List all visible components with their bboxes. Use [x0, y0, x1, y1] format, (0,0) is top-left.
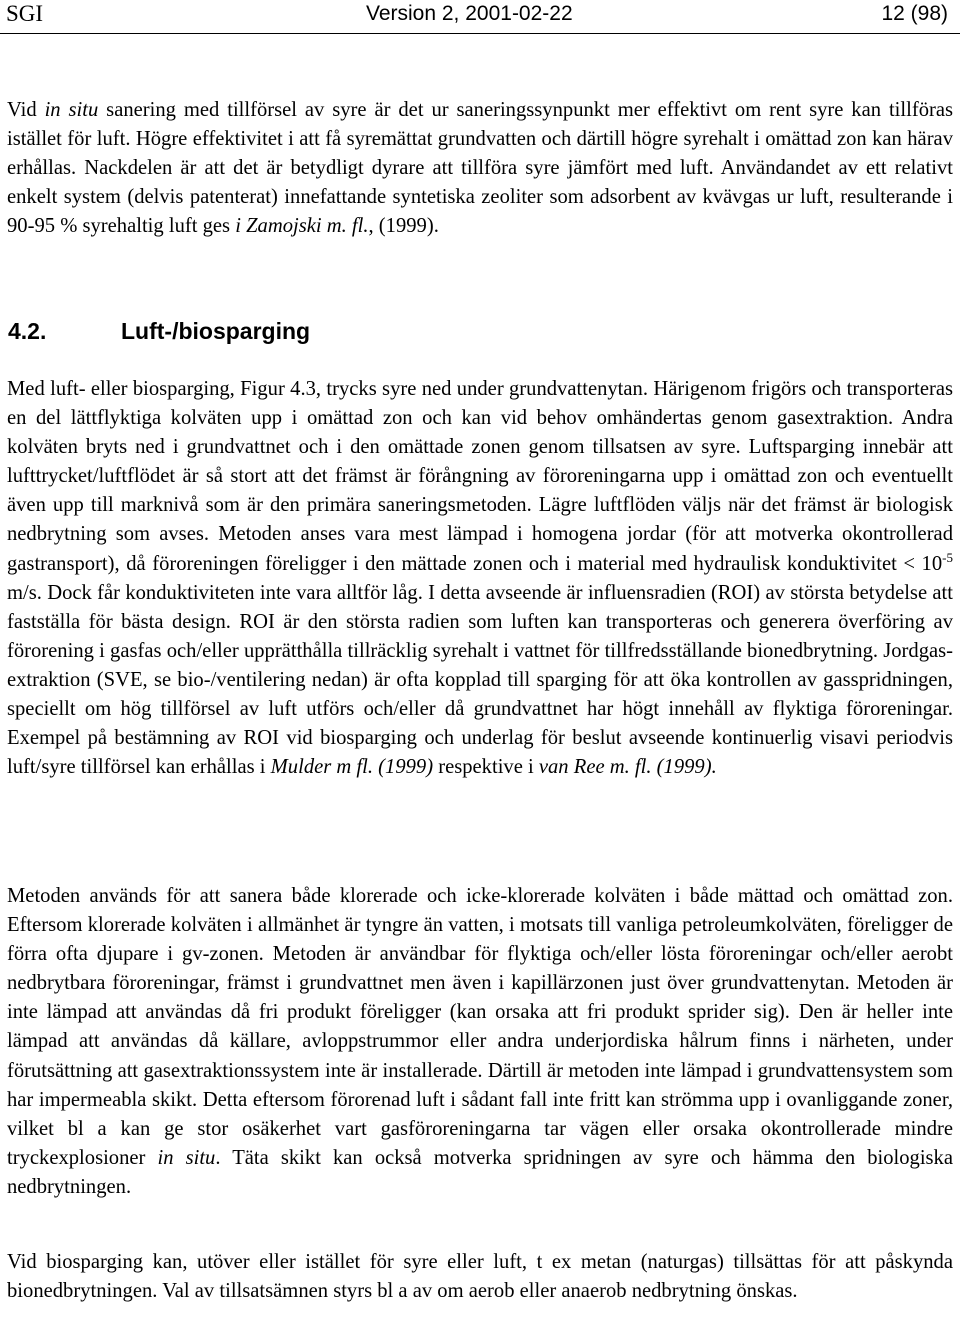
p3-italic: in situ: [157, 1146, 216, 1169]
section-title: Luft-/biosparging: [121, 318, 311, 344]
header-org: SGI: [6, 1, 44, 26]
paragraph-intro: [7, 96, 953, 241]
p2-exponent: -5: [942, 549, 953, 565]
p2-text: m/s. Dock får konduktiviteten inte vara alltför låg. I detta avseende är influensradien (ROI) av största betydelse att fastställa för bästa design. ROI är den största radien som luften kan transporteras och generera överföring av förorening i gasfas och/eller upprätthålla tillräcklig syrehalt i vattnet för tillfredsställande bionedbrytning. Jordgas-extraktion (SVE, se bio-/ventilering nedan) är ofta kopplad till sparging för att öka kontrollen av gasspridningen, speciellt om hög tillförsel av luft utförs och/eller då grundvattnet har högt innehåll av flyktiga föroreningar. Exempel på bestämning av ROI vid biosparging och underlag för beslut avseende kontinuerlig visavi periodvis luft/syre tillförsel kan erhållas i: [7, 581, 953, 779]
p1-italic: in situ: [44, 99, 99, 121]
p2-citation: Mulder m fl. (1999): [270, 756, 434, 779]
p4-text: Vid biosparging kan, utöver eller istället för syre eller luft, t ex metan (naturgas) tillsättas för att påskynda bionedbrytningen. Val av tillsatsämnen styrs bl a av om aerob eller anaerob nedbrytning önskas.: [7, 1251, 953, 1303]
p1-text: sanering med tillförsel av syre är det ur saneringssynpunkt mer effektivt om rent syre kan tillföras istället för luft. Högre effektivitet i att få syremättat grundvatten och därtill högre syrehalt i omättad zon kan härav erhållas. Nackdelen är att det är betydligt dyrare att tillföra syre jämfört med luft. Användandet av ett relativt enkelt system (delvis patenterat) innefattande syntetiska zeoliter som adsorbent av kvävgas ur luft, resulterande i 90-95 % syrehaltig luft ges: [7, 99, 954, 238]
header-version: Version 2, 2001-02-22: [366, 2, 573, 25]
paragraph-biosparging: [7, 375, 953, 782]
p3-text: . Täta skikt kan också motverka spridningen av syre och hämma den biologiska nedbrytningen.: [7, 1146, 953, 1198]
p2-text: Med luft- eller biosparging, Figur 4.3, trycks syre ned under grundvattenytan. Härigenom frigörs och transporteras en del lättflyktiga kolväten upp i omättad zon och kan vid behov omhändertas genom gasextraktion. Andra kolväten bryts ned i grundvattnet och i den omättade zonen genom tillsatsen av syre. Luftsparging innebär att lufttrycket/luftflödet är så stort att det främst är förångning av föroreningarna upp i omättad zon och eventuellt även upp till marknivå som är den primära saneringsmetoden. Lägre luftflöden väljs när det främst är biologisk nedbrytning som avses. Metoden anses vara mest lämpad i homogena jordar (för att motverka okontrollerad gastransport), då föroreningen föreligger i den mättade zonen och i material med hydraulisk konduktivitet < 10: [7, 378, 953, 575]
paragraph-method: [7, 882, 953, 1202]
p3-text: Metoden används för att sanera både klorerade och icke-klorerade kolväten i både mättad och omättad zon. Eftersom klorerade kolväten i allmänhet är tyngre än vatten, i motsats till vanliga petroleumkolväten, föreligger de förra ofta djupare i gv-zonen. Metoden är användbar för flyktiga och/eller lösta föroreningar och/eller aerobt nedbrytbara föroreningar, främst i grundvattnet men även i kapillärzonen just över grundvattenytan. Metoden är inte lämpad att användas då fri produkt föreligger (kan orsaka att fri produkt sprider sig). Den är heller inte lämpad att användas då källare, avloppstrummor eller andra underjordiska hålrum finns i närheten, under förutsättning att gasextraktionssystem inte är installerade. Därtill är metoden inte lämpad i grundvattensystem som har impermeabla skikt. Detta eftersom förorenad luft i sådant fall inte fritt kan strömma upp i ovanliggande zoner, vilket bl a kan ge stor osäkerhet vart gasföroreningarna tar vägen eller orsaka okontrollerade mindre tryckexplosioner: [7, 885, 953, 1169]
page-header: [0, 0, 960, 30]
p1-text: , (1999).: [368, 215, 439, 238]
p1-citation: i Zamojski m. fl.: [235, 215, 369, 238]
p2-citation: van Ree m. fl. (1999).: [538, 756, 717, 779]
paragraph-additives: [7, 1248, 953, 1306]
header-divider: [0, 33, 960, 34]
header-page-number: 12 (98): [881, 2, 948, 25]
section-number: 4.2.: [8, 318, 47, 344]
p2-text: respektive i: [433, 756, 539, 779]
p1-text: Vid: [7, 99, 45, 121]
